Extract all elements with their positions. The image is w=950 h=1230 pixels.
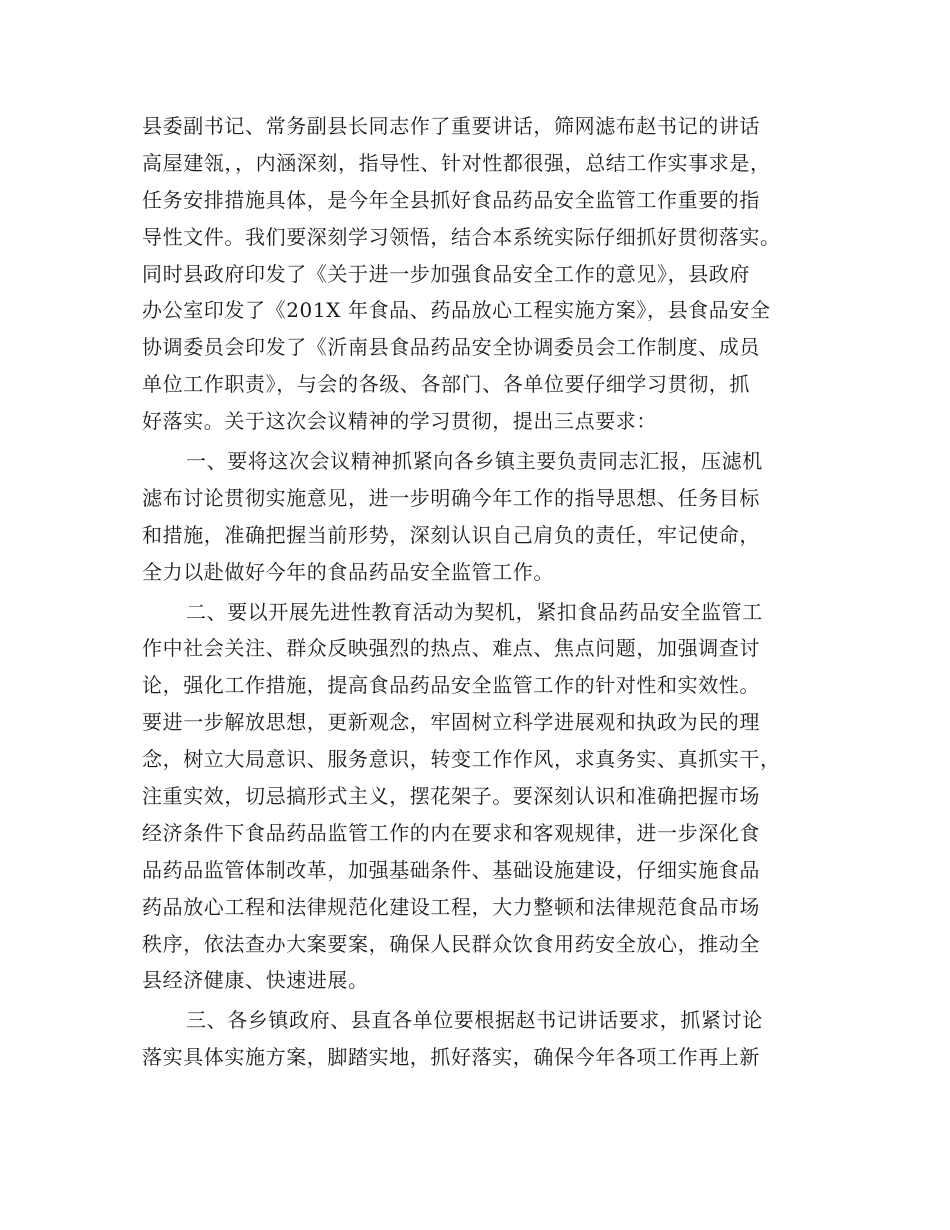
paragraph-intro <box>142 108 810 440</box>
text-line: 办公室印发了《201X 年食品、药品放心工程实施方案》，县食品安全 <box>142 298 771 323</box>
text-line: 全力以赴做好今年的食品药品安全监管工作。 <box>142 559 554 584</box>
text-line: 药品放心工程和法律规范化建设工程，大力整顿和法律规范食品市场 <box>142 894 760 919</box>
text-line: 导性文件。我们要深刻学习领悟，结合本系统实际仔细抓好贯彻落实。 <box>142 224 781 249</box>
text-line: 和措施，准确把握当前形势，深刻认识自己肩负的责任，牢记使命， <box>142 522 760 547</box>
text-line: 论，强化工作措施，提高食品药品安全监管工作的针对性和实效性。 <box>142 673 760 698</box>
paragraph-point-1 <box>142 443 810 591</box>
document-body <box>142 108 810 1076</box>
text-line: 县经济健康、快速进展。 <box>142 968 369 993</box>
text-line: 一、要将这次会议精神抓紧向各乡镇主要负责同志汇报，压滤机 <box>186 449 763 474</box>
text-line: 二、要以开展先进性教育活动为契机，紧扣食品药品安全监管工 <box>186 599 763 624</box>
text-line: 要进一步解放思想，更新观念，牢固树立科学进展观和执政为民的理 <box>142 710 760 735</box>
paragraph-point-3 <box>142 1002 810 1076</box>
text-line: 三、各乡镇政府、县直各单位要根据赵书记讲话要求，抓紧讨论 <box>186 1008 763 1033</box>
text-line: 经济条件下食品药品监管工作的内在要求和客观规律，进一步深化食 <box>142 820 760 845</box>
text-line: 县委副书记、常务副县长同志作了重要讲话，筛网滤布赵书记的讲话 <box>142 114 760 138</box>
text-line: 注重实效，切忌搞形式主义，摆花架子。要深刻认识和准确把握市场 <box>142 784 760 809</box>
text-line: 单位工作职责》，与会的各级、各部门、各单位要仔细学习贯彻，抓 <box>142 372 750 397</box>
text-line: 作中社会关注、群众反映强烈的热点、难点、焦点问题，加强调查讨 <box>142 636 760 661</box>
paragraph-point-2 <box>142 594 810 1000</box>
text-line: 任务安排措施具体，是今年全县抓好食品药品安全监管工作重要的指 <box>142 187 760 212</box>
text-line: 高屋建瓴，，内涵深刻，指导性、针对性都很强，总结工作实事求是， <box>142 150 771 175</box>
text-line: 落实具体实施方案，脚踏实地，抓好落实，确保今年各项工作再上新 <box>142 1045 760 1070</box>
text-line: 秩序，依法查办大案要案，确保人民群众饮食用药安全放心，推动全 <box>142 931 760 956</box>
text-line: 品药品监管体制改革，加强基础条件、基础设施建设，仔细实施食品 <box>142 857 760 882</box>
text-line: 念，树立大局意识、服务意识，转变工作作风，求真务实、真抓实干， <box>142 747 781 772</box>
text-line: 同时县政府印发了《关于进一步加强食品安全工作的意见》，县政府 <box>142 261 750 286</box>
text-line: 好落实。关于这次会议精神的学习贯彻，提出三点要求： <box>142 409 657 434</box>
text-line: 协调委员会印发了《沂南县食品药品安全协调委员会工作制度、成员 <box>142 335 760 360</box>
text-line: 滤布讨论贯彻实施意见，进一步明确今年工作的指导思想、任务目标 <box>142 485 760 510</box>
